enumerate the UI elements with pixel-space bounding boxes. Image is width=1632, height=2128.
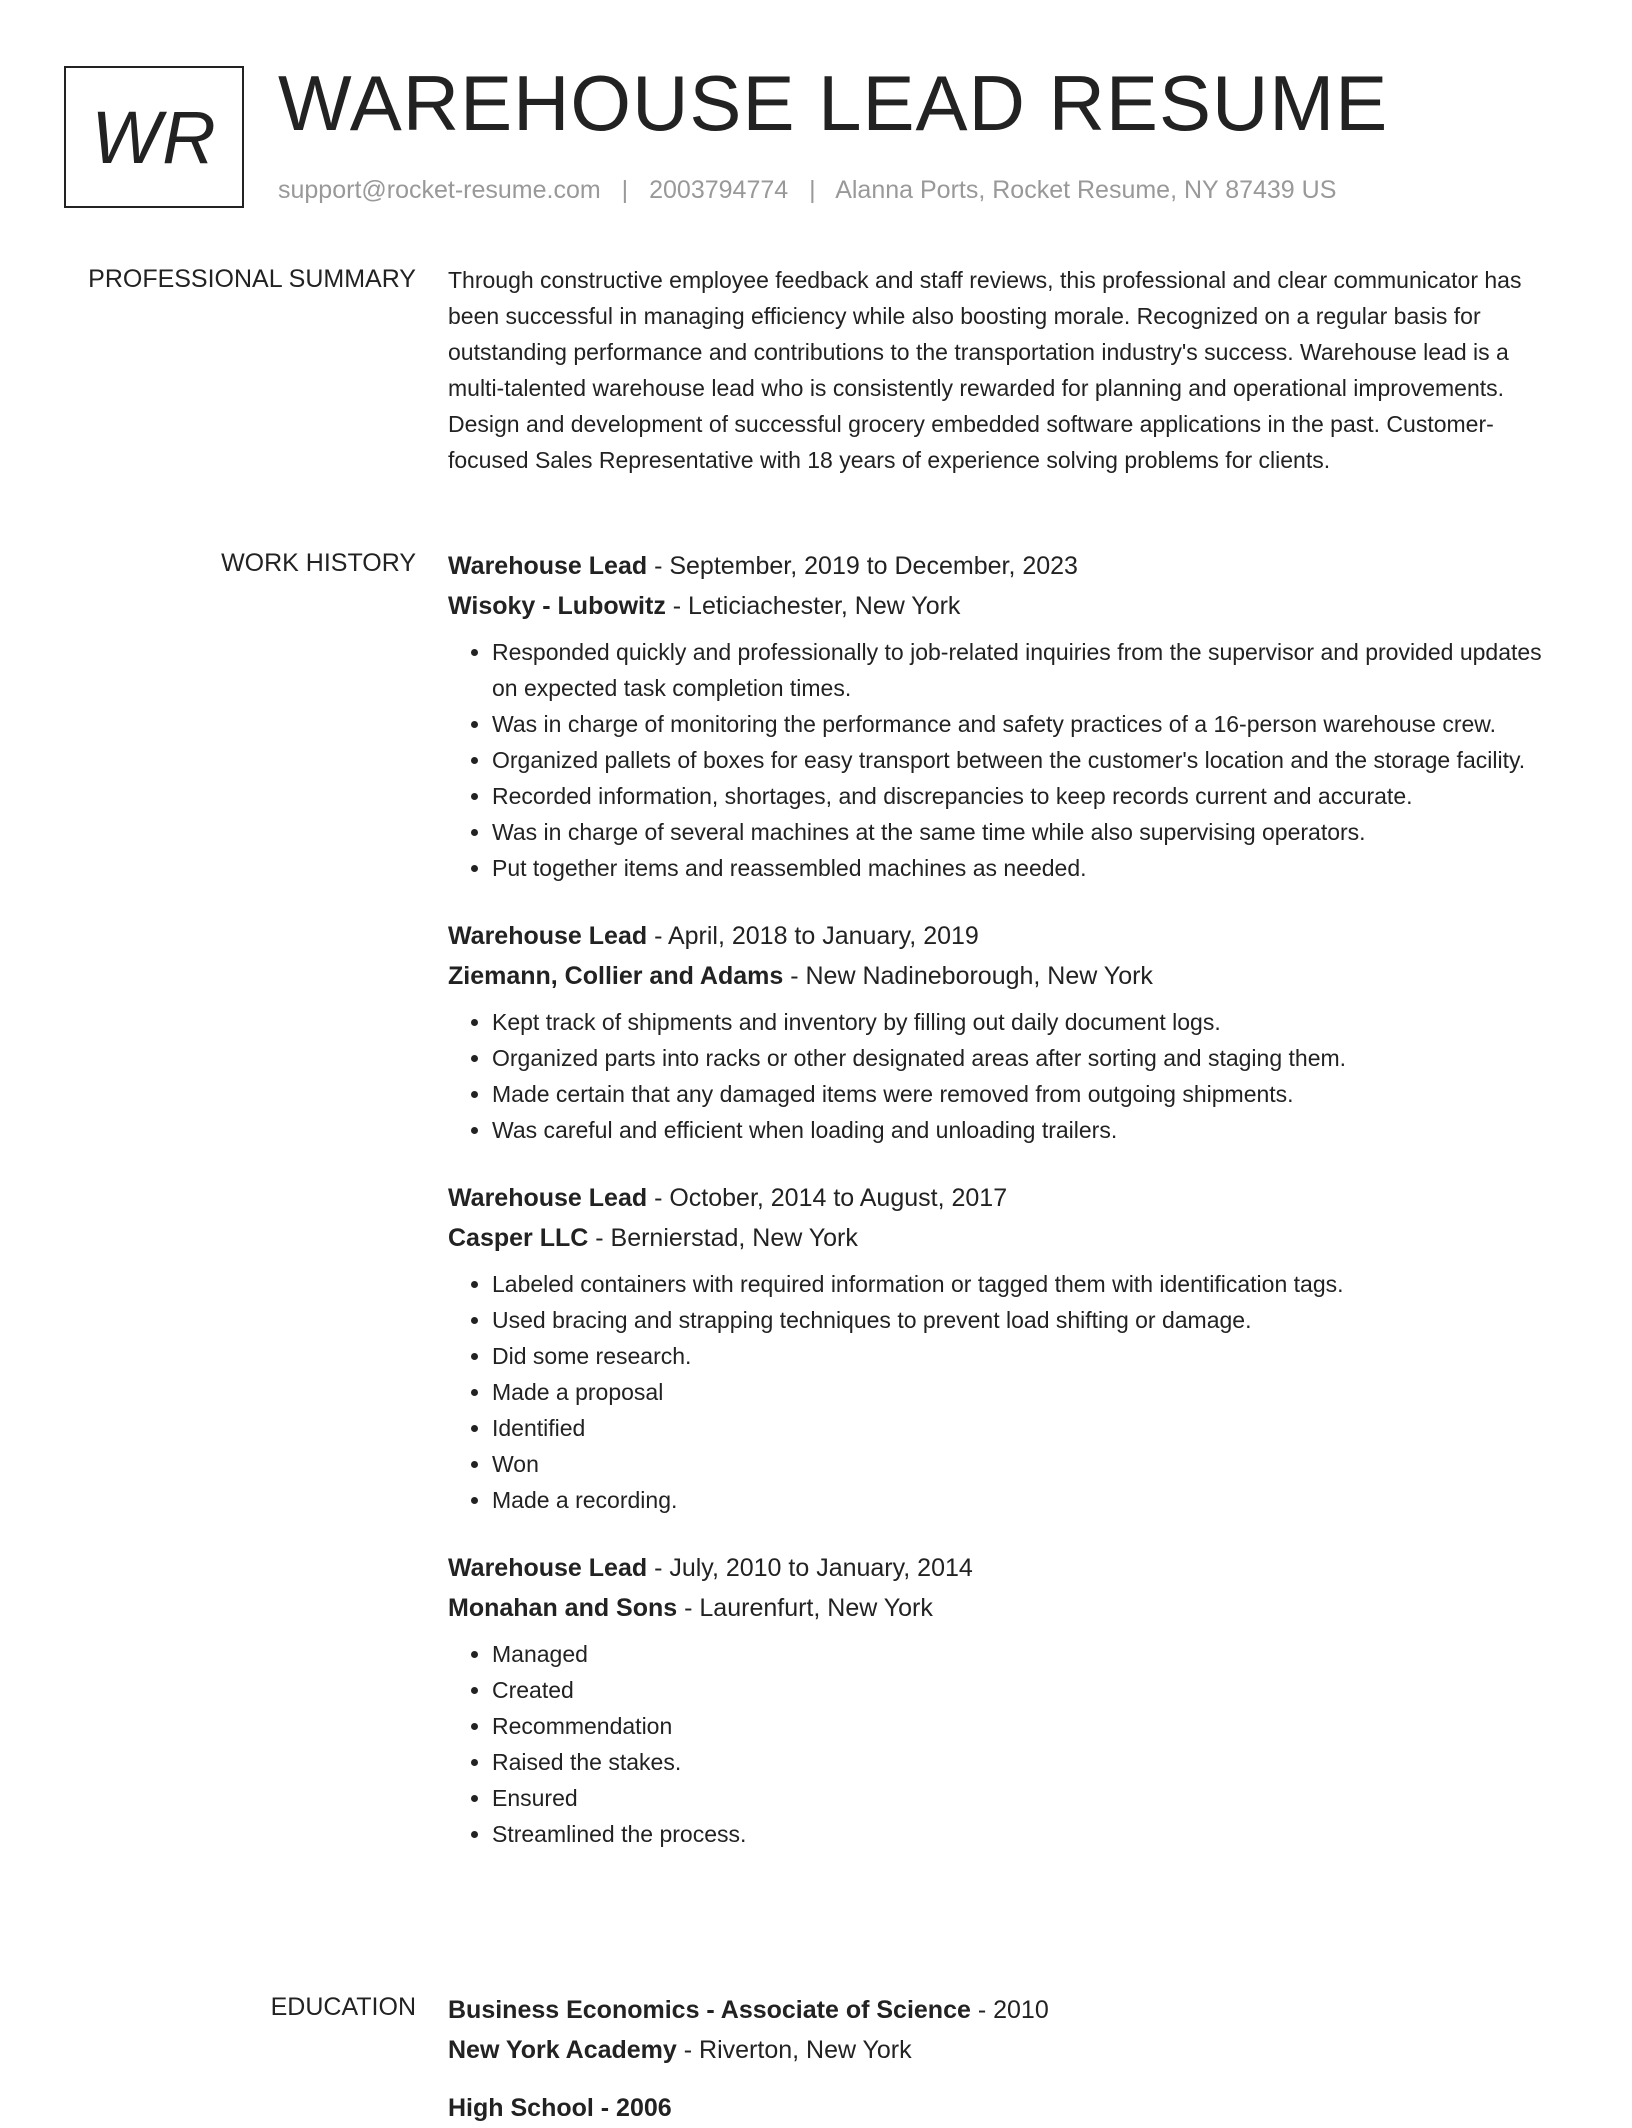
list-item: • Identified xyxy=(492,1410,1548,1446)
contact-separator: | xyxy=(621,176,629,204)
list-item: • Made a proposal xyxy=(492,1374,1548,1410)
job-location: - Bernierstad, New York xyxy=(588,1224,858,1252)
job-company-line xyxy=(448,1218,1548,1258)
list-item: • Kept track of shipments and inventory by filling out daily document logs. xyxy=(492,1004,1548,1040)
job-company: Casper LLC xyxy=(448,1224,589,1252)
work-history-list xyxy=(448,546,1548,1882)
education-location: - Riverton, New York xyxy=(676,2036,912,2064)
job-duties-list xyxy=(448,1636,1548,1852)
education-school: New York Academy xyxy=(448,2036,677,2064)
contact-address: Alanna Ports, Rocket Resume, NY 87439 US xyxy=(835,176,1337,204)
summary-label: PROFESSIONAL SUMMARY xyxy=(88,265,416,293)
job-title: Warehouse Lead xyxy=(448,1554,648,1582)
list-item: • Created xyxy=(492,1672,1548,1708)
education-label: EDUCATION xyxy=(270,1993,416,2021)
list-item: • Recorded information, shortages, and discrepancies to keep records current and accurate. xyxy=(492,778,1548,814)
job-duties-list xyxy=(448,1266,1548,1518)
list-item: • Was in charge of several machines at the same time while also supervising operators. xyxy=(492,814,1548,850)
education-school-line xyxy=(448,2030,1548,2070)
list-item: • Organized pallets of boxes for easy transport between the customer's location and the storage facility. xyxy=(492,742,1548,778)
job-location: - Laurenfurt, New York xyxy=(677,1594,933,1622)
list-item: • Was careful and efficient when loading and unloading trailers. xyxy=(492,1112,1548,1148)
list-item: • Did some research. xyxy=(492,1338,1548,1374)
job-duties-list xyxy=(448,1004,1548,1148)
contact-separator: | xyxy=(809,176,816,204)
job-title: Warehouse Lead xyxy=(448,922,648,950)
job-entry xyxy=(448,1178,1548,1518)
job-company-line xyxy=(448,956,1548,996)
job-title-line xyxy=(448,546,1548,586)
education-degree-line xyxy=(448,1990,1548,2030)
contact-phone[interactable]: 2003794774 xyxy=(649,176,789,204)
list-item: • Won xyxy=(492,1446,1548,1482)
job-company: Ziemann, Collier and Adams xyxy=(448,962,784,990)
job-dates: - October, 2014 to August, 2017 xyxy=(647,1184,1008,1212)
job-duties-list xyxy=(448,634,1548,886)
job-dates: - July, 2010 to January, 2014 xyxy=(647,1554,973,1582)
job-company: Wisoky - Lubowitz xyxy=(448,592,666,620)
job-entry xyxy=(448,916,1548,1148)
job-dates: - April, 2018 to January, 2019 xyxy=(647,922,979,950)
contact-email[interactable]: support@rocket-resume.com xyxy=(278,176,601,204)
list-item: • Recommendation xyxy=(492,1708,1548,1744)
contact-line xyxy=(278,176,1336,205)
job-title: Warehouse Lead xyxy=(448,1184,648,1212)
job-entry xyxy=(448,546,1548,886)
list-item: • Ensured xyxy=(492,1780,1548,1816)
job-title: Warehouse Lead xyxy=(448,552,648,580)
page-title: WAREHOUSE LEAD RESUME xyxy=(278,59,1389,147)
list-item: • Raised the stakes. xyxy=(492,1744,1548,1780)
job-title-line xyxy=(448,1548,1548,1588)
education-year: - 2010 xyxy=(970,1996,1049,2024)
job-title-line xyxy=(448,1178,1548,1218)
job-company-line xyxy=(448,1588,1548,1628)
list-item: • Labeled containers with required information or tagged them with identification tags. xyxy=(492,1266,1548,1302)
education-next-partial: High School - 2006 xyxy=(448,2094,672,2122)
list-item: • Was in charge of monitoring the performance and safety practices of a 16-person warehouse crew. xyxy=(492,706,1548,742)
list-item: • Streamlined the process. xyxy=(492,1816,1548,1852)
list-item: • Put together items and reassembled machines as needed. xyxy=(492,850,1548,886)
education-entry xyxy=(448,1990,1548,2128)
job-entry xyxy=(448,1548,1548,1852)
job-dates: - September, 2019 to December, 2023 xyxy=(647,552,1078,580)
job-location: - Leticiachester, New York xyxy=(665,592,961,620)
summary-text: Through constructive employee feedback and staff reviews, this professional and clear communicator has been successful in managing efficiency while also boosting morale. Recognized on a regular basis for outstanding performance and contributions to the transportation industry's success. Warehouse lead is a multi-talented warehouse lead who is consistently rewarded for planning and operational improvements. Design and development of successful grocery embedded software applications in the past. Customer-focused Sales Representative with 18 years of experience solving problems for clients. xyxy=(448,267,1522,473)
job-title-line xyxy=(448,916,1548,956)
list-item: • Organized parts into racks or other designated areas after sorting and staging them. xyxy=(492,1040,1548,1076)
job-company: Monahan and Sons xyxy=(448,1594,678,1622)
list-item: • Managed xyxy=(492,1636,1548,1672)
job-company-line xyxy=(448,586,1548,626)
list-item: • Made certain that any damaged items were removed from outgoing shipments. xyxy=(492,1076,1548,1112)
list-item: • Used bracing and strapping techniques to prevent load shifting or damage. xyxy=(492,1302,1548,1338)
education-degree: Business Economics - Associate of Science xyxy=(448,1996,971,2024)
list-item: • Responded quickly and professionally to job-related inquiries from the supervisor and provided updates on expected task completion times. xyxy=(492,634,1548,706)
list-item: • Made a recording. xyxy=(492,1482,1548,1518)
work-history-label: WORK HISTORY xyxy=(221,549,416,577)
job-location: - New Nadineborough, New York xyxy=(783,962,1153,990)
monogram: WR xyxy=(64,66,244,208)
